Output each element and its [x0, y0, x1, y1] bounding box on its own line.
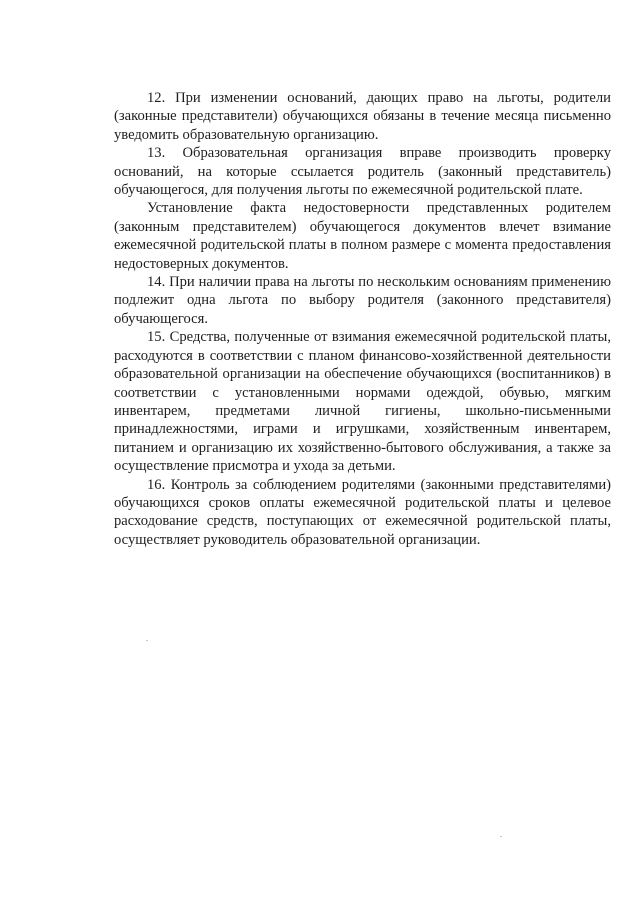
document-body	[114, 89, 611, 549]
paragraph-16: 16. Контроль за соблюдением родителями (законными представителями) обучающихся сроков оплаты ежемесячной родительской платы и целевое расходование средств, поступающих от ежемесячной родительской платы, осуществляет руководитель образовательной организации.	[114, 476, 611, 548]
paragraph-12: 12. При изменении оснований, дающих право на льготы, родители (законные представители) обучающихся обязаны в течение месяца письменно уведомить образовательную организацию.	[114, 90, 611, 143]
paragraph-13-continuation: Установление факта недостоверности представленных родителем (законным представителем) обучающегося документов влечет взимание ежемесячной родительской платы в полном размере с момента предоставления недостоверных документов.	[114, 200, 611, 272]
paragraph-13: 13. Образовательная организация вправе производить проверку оснований, на которые ссылается родитель (законный представитель) обучающегося, для получения льготы по ежемесячной родительской плате.	[114, 145, 611, 199]
scan-speck	[146, 640, 148, 641]
paragraph-15: 15. Средства, полученные от взимания ежемесячной родительской платы, расходуются в соответствии с планом финансово-хозяйственной деятельности образовательной организации на обеспечение обучающихся (воспитанников) в соответствии с установленными нормами одеждой, обувью, мягким инвентарем, предметами личной гигиены, школьно-письменными принадлежностями, играми и игрушками, хозяйственным инвентарем, питанием и организацию их хозяйственно-бытового обслуживания, а также за осуществление присмотра и ухода за детьми.	[114, 329, 611, 475]
scan-speck	[500, 836, 502, 837]
paragraph-14: 14. При наличии права на льготы по нескольким основаниям применению подлежит одна льгота по выбору родителя (законного представителя) обучающегося.	[114, 274, 611, 327]
